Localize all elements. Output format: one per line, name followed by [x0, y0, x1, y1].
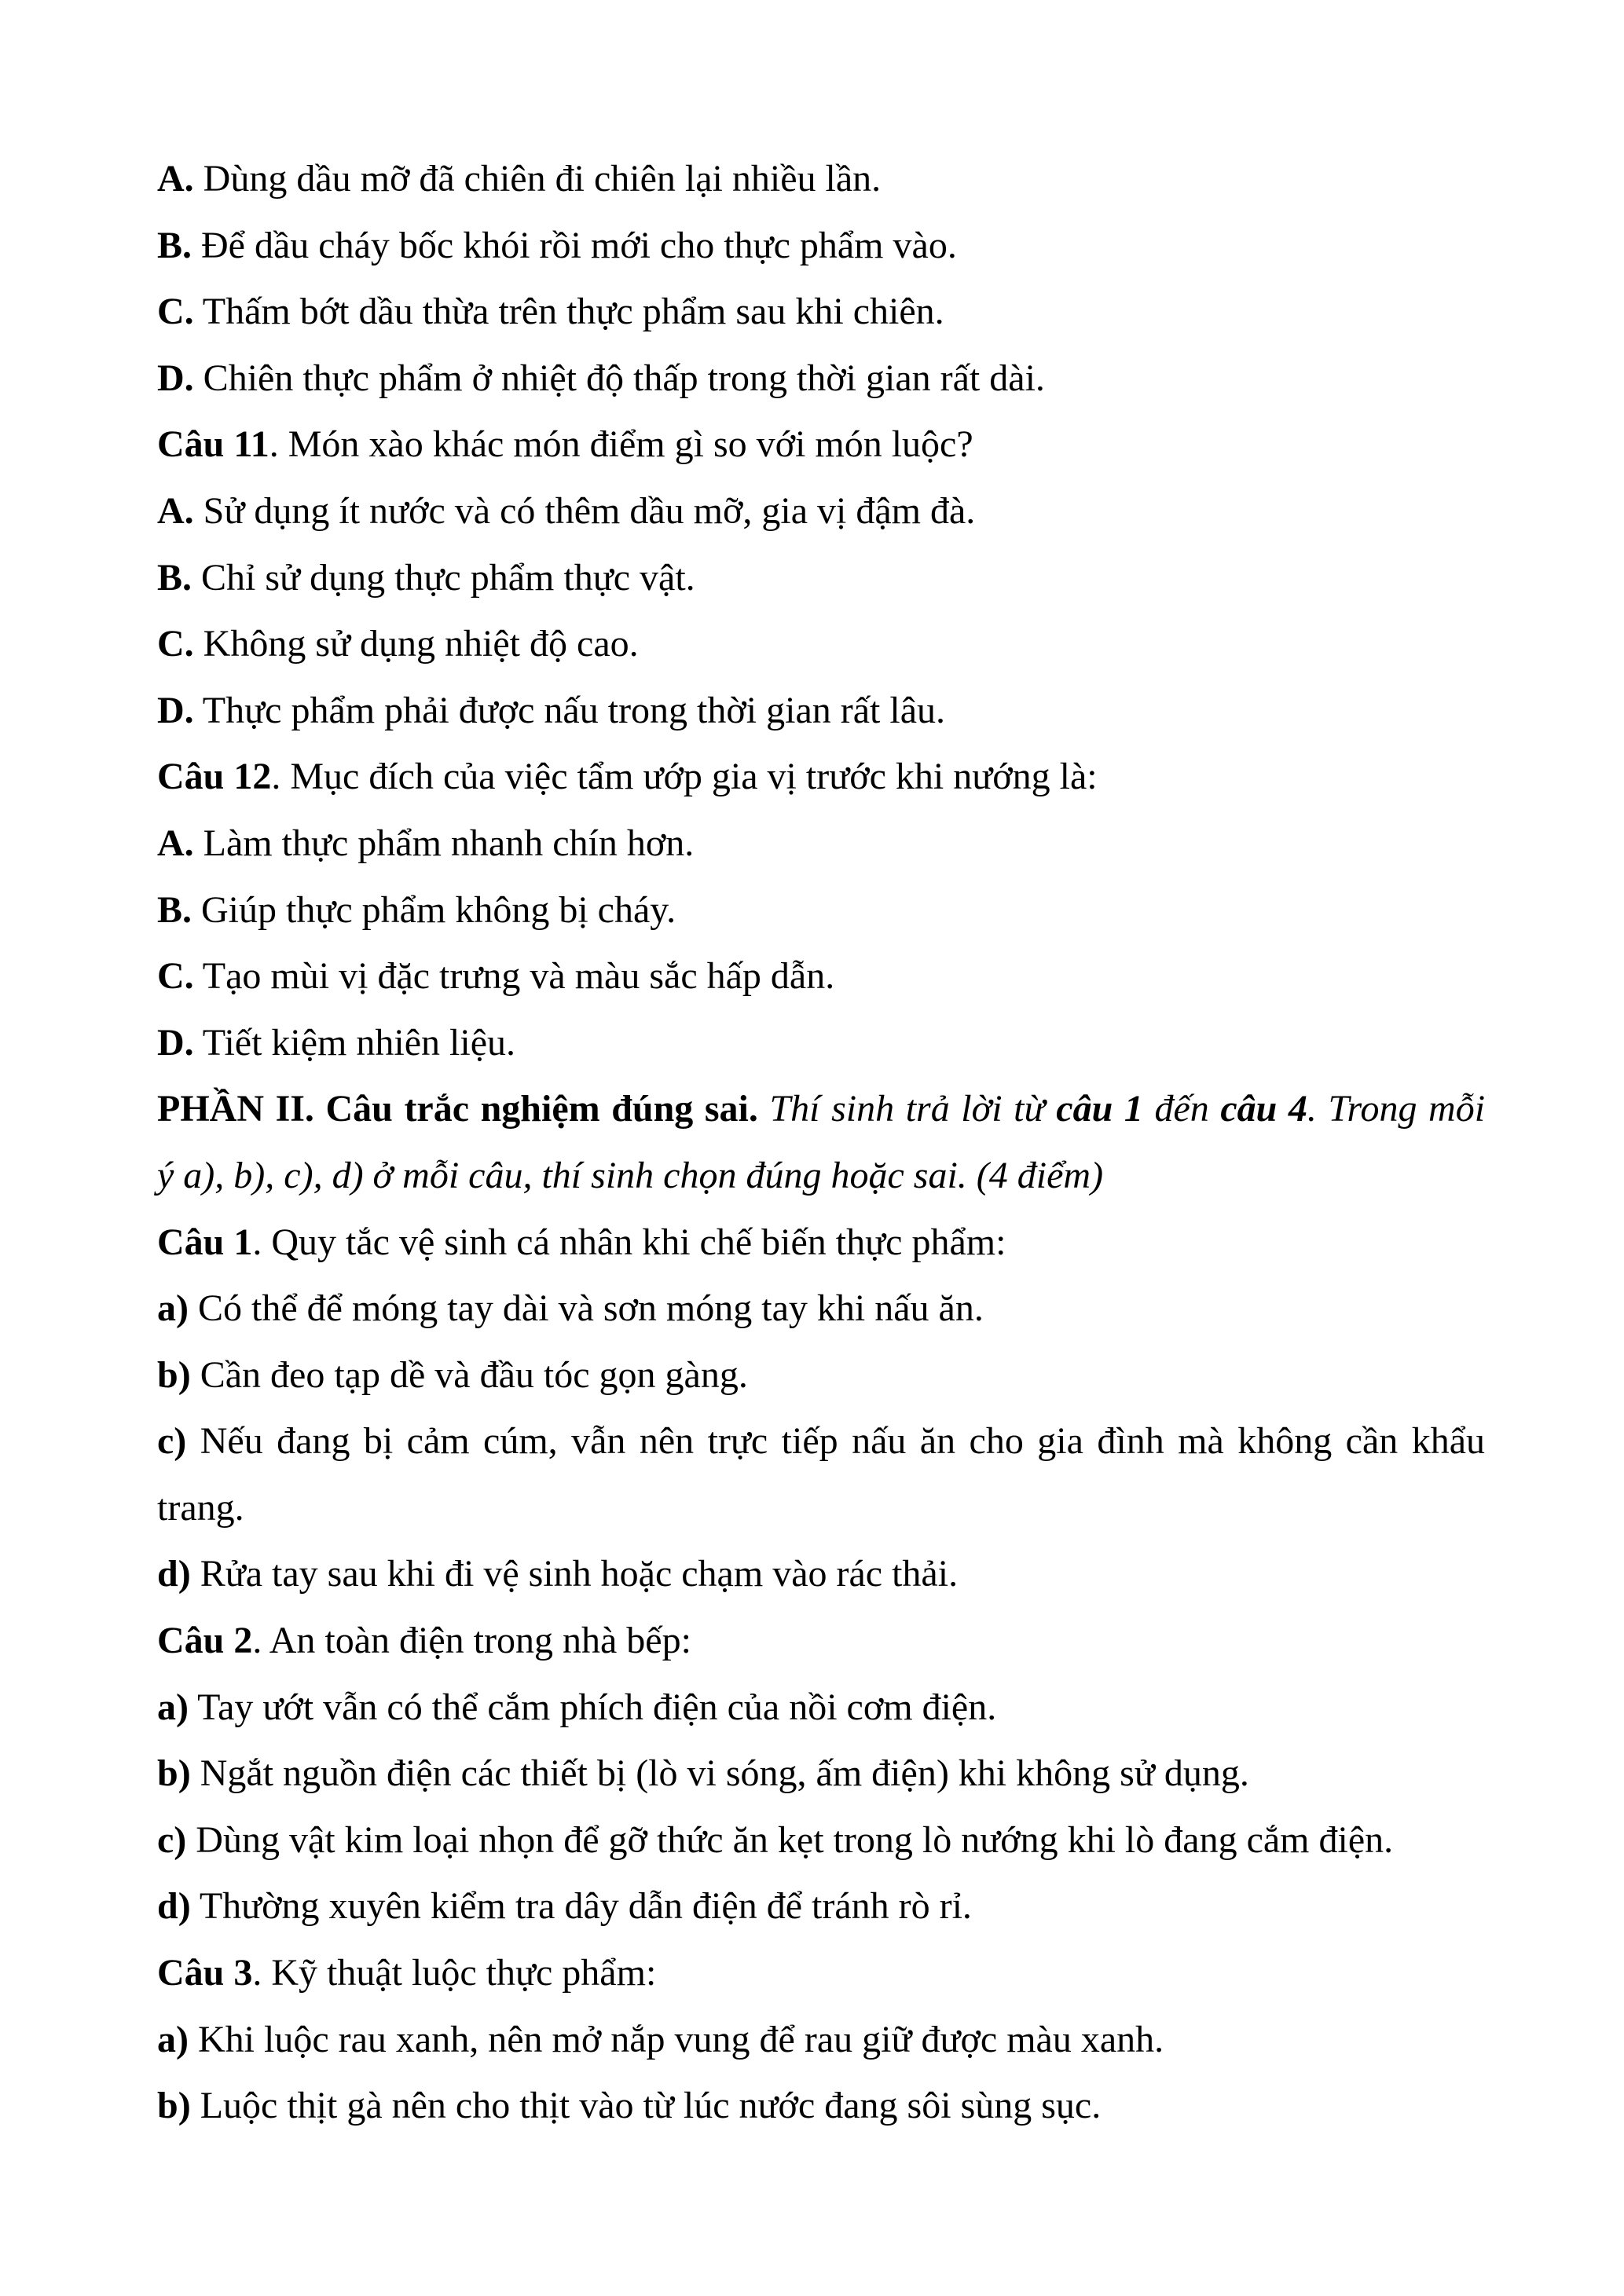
- statement-label: b): [157, 1752, 191, 1795]
- question-text: . Kỹ thuật luộc thực phẩm:: [252, 1952, 657, 1994]
- emphasis-cau-1: câu 1: [1056, 1088, 1143, 1130]
- option-b-line: [157, 213, 1485, 280]
- statement-text: Có thể để móng tay dài và sơn móng tay khi nấu ăn.: [188, 1287, 984, 1330]
- part2-section-header-line-1: [157, 1076, 1485, 1143]
- section-instruction: ý a), b), c), d) ở mỗi câu, thí sinh chọn đúng hoặc sai. (4 điểm): [157, 1154, 1104, 1196]
- option-c-line: [157, 943, 1485, 1010]
- option-label: B.: [157, 556, 192, 599]
- option-label: D.: [157, 357, 194, 399]
- option-b-line: [157, 877, 1485, 944]
- statement-label: c): [157, 1420, 187, 1463]
- option-text: Thấm bớt dầu thừa trên thực phẩm sau khi chiên.: [193, 291, 944, 333]
- emphasis-cau-4: câu 4: [1220, 1088, 1307, 1130]
- statement-text: Nếu đang bị cảm cúm, vẫn nên trực tiếp nấu ăn cho gia đình mà không cần khẩu: [186, 1420, 1485, 1463]
- question-text: . An toàn điện trong nhà bếp:: [252, 1620, 691, 1662]
- statement-text: Tay ướt vẫn có thể cắm phích điện của nồi cơm điện.: [188, 1686, 997, 1728]
- question-number: Câu 1: [157, 1221, 253, 1263]
- option-text: Để dầu cháy bốc khói rồi mới cho thực phẩm vào.: [192, 224, 957, 266]
- option-label: C.: [157, 955, 194, 998]
- option-text: Giúp thực phẩm không bị cháy.: [192, 888, 676, 931]
- statement-b-line: [157, 1741, 1485, 1807]
- option-label: A.: [157, 822, 194, 864]
- option-label: A.: [157, 489, 194, 532]
- option-label: A.: [157, 158, 194, 200]
- option-label: C.: [157, 291, 194, 333]
- statement-text: Dùng vật kim loại nhọn để gỡ thức ăn kẹt trong lò nướng khi lò đang cắm điện.: [186, 1818, 1394, 1861]
- option-label: D.: [157, 1021, 194, 1064]
- section-instruction: . Trong mỗi: [1307, 1088, 1486, 1130]
- statement-label: c): [157, 1818, 187, 1861]
- question-number: Câu 3: [157, 1952, 253, 1994]
- statement-c-line: [157, 1807, 1485, 1874]
- option-a-line: [157, 811, 1485, 877]
- question-1-line: [157, 1210, 1485, 1276]
- option-c-line: [157, 279, 1485, 346]
- statement-label: b): [157, 1353, 191, 1396]
- statement-label: a): [157, 1287, 189, 1330]
- statement-d-line: [157, 1873, 1485, 1940]
- statement-text: trang.: [157, 1486, 244, 1529]
- option-text: Chỉ sử dụng thực phẩm thực vật.: [192, 556, 695, 599]
- statement-a-line: [157, 1276, 1485, 1342]
- option-text: Tiết kiệm nhiên liệu.: [193, 1021, 516, 1064]
- document-body: [157, 146, 1485, 2140]
- statement-text: Cần đeo tạp dề và đầu tóc gọn gàng.: [190, 1353, 748, 1396]
- section-title: PHẦN II. Câu trắc nghiệm đúng sai.: [157, 1088, 758, 1130]
- option-label: B.: [157, 224, 192, 266]
- statement-a-line: [157, 2007, 1485, 2074]
- question-number: Câu 2: [157, 1620, 253, 1662]
- option-label: C.: [157, 623, 194, 665]
- option-text: Không sử dụng nhiệt độ cao.: [193, 623, 639, 665]
- question-number: Câu 11: [157, 423, 269, 466]
- option-text: Dùng dầu mỡ đã chiên đi chiên lại nhiều lần.: [193, 158, 882, 200]
- option-text: Chiên thực phẩm ở nhiệt độ thấp trong thời gian rất dài.: [193, 357, 1045, 399]
- section-instruction: Thí sinh trả lời từ: [757, 1088, 1057, 1130]
- question-text: . Món xào khác món điểm gì so với món luộc?: [269, 423, 973, 466]
- question-3-line: [157, 1940, 1485, 2007]
- statement-label: b): [157, 2085, 191, 2127]
- option-label: B.: [157, 888, 192, 931]
- statement-b-line: [157, 2073, 1485, 2140]
- option-text: Tạo mùi vị đặc trưng và màu sắc hấp dẫn.: [193, 955, 835, 998]
- question-number: Câu 12: [157, 756, 272, 798]
- option-text: Làm thực phẩm nhanh chín hơn.: [193, 822, 695, 864]
- statement-b-line: [157, 1342, 1485, 1409]
- question-12-line: [157, 744, 1485, 811]
- statement-text: Ngắt nguồn điện các thiết bị (lò vi sóng, ấm điện) khi không sử dụng.: [190, 1752, 1249, 1795]
- question-11-line: [157, 412, 1485, 478]
- statement-text: Khi luộc rau xanh, nên mở nắp vung để rau giữ được màu xanh.: [188, 2018, 1164, 2060]
- statement-c-line: [157, 1408, 1485, 1475]
- statement-text: Luộc thịt gà nên cho thịt vào từ lúc nước đang sôi sùng sục.: [190, 2085, 1102, 2127]
- statement-text: Rửa tay sau khi đi vệ sinh hoặc chạm vào rác thải.: [190, 1553, 959, 1595]
- part2-section-header-line-2: [157, 1143, 1485, 1210]
- statement-label: a): [157, 2018, 189, 2060]
- statement-d-line: [157, 1541, 1485, 1608]
- statement-a-line: [157, 1675, 1485, 1741]
- option-a-line: [157, 478, 1485, 545]
- option-d-line: [157, 346, 1485, 412]
- option-d-line: [157, 1010, 1485, 1077]
- section-instruction: đến: [1142, 1088, 1221, 1130]
- option-d-line: [157, 678, 1485, 745]
- option-text: Thực phẩm phải được nấu trong thời gian rất lâu.: [193, 689, 946, 731]
- option-text: Sử dụng ít nước và có thêm dầu mỡ, gia vị đậm đà.: [193, 489, 976, 532]
- statement-c-continuation-line: [157, 1475, 1485, 1542]
- statement-label: d): [157, 1885, 191, 1928]
- option-b-line: [157, 545, 1485, 612]
- option-label: D.: [157, 689, 194, 731]
- statement-label: a): [157, 1686, 189, 1728]
- question-2-line: [157, 1608, 1485, 1675]
- statement-label: d): [157, 1553, 191, 1595]
- question-text: . Mục đích của việc tẩm ướp gia vị trước khi nướng là:: [271, 756, 1098, 798]
- question-text: . Quy tắc vệ sinh cá nhân khi chế biến thực phẩm:: [252, 1221, 1006, 1263]
- statement-text: Thường xuyên kiểm tra dây dẫn điện để tránh rò rỉ.: [190, 1885, 972, 1928]
- option-a-line: [157, 146, 1485, 213]
- option-c-line: [157, 611, 1485, 678]
